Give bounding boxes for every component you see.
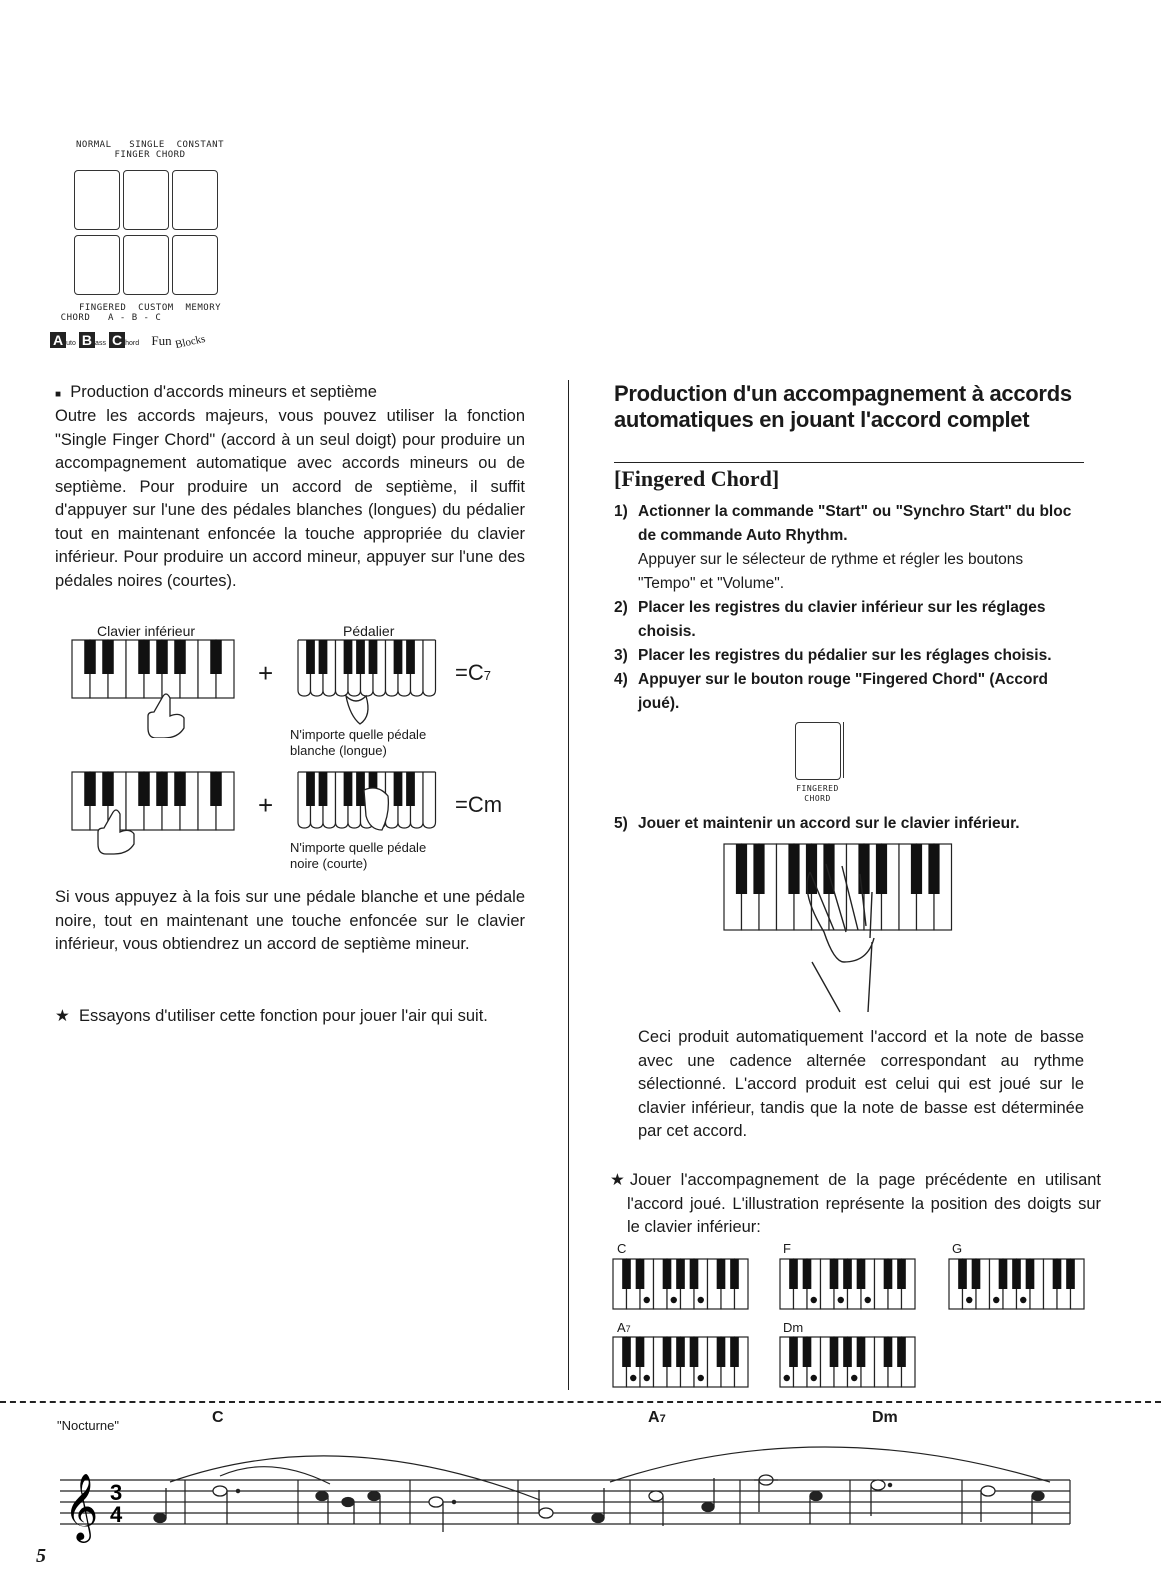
chord-hand-keyboard-illustration [722,842,958,1022]
caption-white-pedal: N'importe quelle pédale blanche (longue) [290,727,427,758]
step-4: 4) Appuyer sur le bouton rouge "Fingered Chord" (Accord joué). [614,671,1048,712]
black-key [690,1259,699,1289]
black-key [622,1259,631,1289]
finger-position-dot [811,1297,817,1303]
chord-diagram-f [779,1258,919,1314]
heading-rule [614,462,1084,463]
black-key [84,640,96,674]
black-key [730,1337,739,1367]
white-pedal [423,640,436,696]
label-keyboard: Clavier inférieur [97,623,196,639]
black-key [876,844,887,894]
black-key [138,772,150,806]
staff-lines [60,1480,1070,1524]
chord-diagram-g [948,1258,1088,1314]
black-key [789,1337,798,1367]
finger-position-dot [993,1297,999,1303]
black-key [210,772,222,806]
finger-position-dot [630,1375,636,1381]
black-pedal [356,772,365,806]
chord-label-dm: Dm [783,1320,804,1335]
black-key [636,1337,645,1367]
result-c7: =C7 [455,660,491,685]
black-key [210,640,222,674]
finger-position-dot [811,1375,817,1381]
single-finger-chord-button[interactable] [123,170,169,230]
black-key [690,1337,699,1367]
finger-position-dot [644,1375,650,1381]
score-chord-a7: A7 [648,1409,666,1426]
black-key [843,1259,852,1289]
column-divider [568,380,569,1390]
treble-clef-icon: 𝄞 [64,1474,99,1539]
chord-label-a7: A7 [617,1320,631,1335]
black-key [972,1259,981,1289]
black-key [928,844,939,894]
black-key [174,772,186,806]
black-key [884,1259,893,1289]
black-pedal [406,772,415,806]
finger-position-dot [644,1297,650,1303]
black-key [753,844,764,894]
black-key [843,1337,852,1367]
black-key [156,772,168,806]
black-key [138,640,150,674]
time-signature-top: 3 [110,1480,123,1505]
black-pedal [319,640,328,674]
label-pedal: Pédalier [343,623,395,639]
finger-position-dot [671,1297,677,1303]
black-pedal [344,772,353,806]
black-key [156,640,168,674]
black-key [622,1337,631,1367]
slurs [170,1447,1050,1500]
black-key [102,640,114,674]
pedalboard-illustration-2 [296,770,446,840]
black-key [730,1259,739,1289]
black-key [884,1337,893,1367]
black-pedal [356,640,365,674]
step-1: 1) Actionner la commande "Start" ou "Synchro Start" du bloc de commande Auto Rhythm. Appuyer sur le sélecteur de rythme et régler les boutons "Tempo" et "Volume". [614,503,1072,592]
black-pedal [344,640,353,674]
black-key [1066,1259,1075,1289]
left-paragraph-2: Si vous appuyez à la fois sur une pédale blanche et une pédale noire, tout en maintenant une touche enfoncée sur le clavier inférieur, vous obtiendrez un accord de septième mineur. [55,888,525,953]
right-paragraph: Ceci produit automatiquement l'accord et la note de basse avec une cadence alternée correspondant au rythme sélectionné. L'accord produit est celui qui est joué sur le clavier inférieur, tandis que la note de basse est déterminée par cet accord. [638,1028,1084,1140]
fingered-chord-button[interactable] [74,235,120,295]
black-key [897,1337,906,1367]
black-key [102,772,114,806]
finger-position-dot [865,1297,871,1303]
black-key [717,1337,726,1367]
plus-sign-2: + [258,790,274,820]
custom-abc-button[interactable] [123,235,169,295]
step-5: 5) Jouer et maintenir un accord sur le clavier inférieur. [614,815,1020,832]
black-pedal [394,640,403,674]
score-title: "Nocturne" [57,1418,119,1433]
black-key [636,1259,645,1289]
chord-diagram-c [612,1258,752,1314]
black-key [830,1259,839,1289]
chord-label-g: G [952,1241,963,1256]
black-pedal [306,772,315,806]
plus-sign-1: + [258,658,274,688]
black-key [830,1337,839,1367]
normal-button[interactable] [74,170,120,230]
black-key [858,844,869,894]
black-key [789,1259,798,1289]
left-paragraph-1: Outre les accords majeurs, vous pouvez utiliser la fonction "Single Finger Chord" (accord à un seul doigt) pour produire un accompagnement automatique avec accords mineurs ou de septième. Pour produire un accord de septième, il suffit d'appuyer sur l'une des pédales blanches (longues) du pédalier tout en maintenant enfoncée la touche appropriée du clavier inférieur. Pour produire un accord mineur, appuyer sur l'une des pédales noires (courtes). [55,407,525,590]
finger-position-dot [698,1297,704,1303]
finger-position-dot [966,1297,972,1303]
black-key [999,1259,1008,1289]
score-chord-dm: Dm [872,1409,898,1426]
right-heading: Production d'un accompagnement à accords automatiques en jouant l'accord complet [614,381,1072,432]
finger-position-dot [1020,1297,1026,1303]
left-star-note: ★ Essayons d'utiliser cette fonction pour jouer l'air qui suit. [55,1007,488,1025]
music-staff [40,1432,1100,1550]
black-key [857,1337,866,1367]
black-key [1053,1259,1062,1289]
black-key [676,1259,685,1289]
black-key [717,1259,726,1289]
black-key [736,844,747,894]
result-cm: =Cm [455,792,503,817]
chord-diagram-dm [779,1336,919,1392]
black-key [803,1337,812,1367]
finger-position-dot [784,1375,790,1381]
page-separator [0,1401,1161,1403]
black-key [803,1259,812,1289]
white-pedal [423,772,436,828]
adjacent-button-edge [843,722,854,778]
fingered-chord-subheading: [Fingered Chord] [614,466,780,491]
black-key [857,1259,866,1289]
black-pedal [306,640,315,674]
black-key [897,1259,906,1289]
finger-position-dot [851,1375,857,1381]
black-key [174,640,186,674]
panel-bottom-labels: FINGERED CUSTOM MEMORY CHORD A - B - C [60,303,222,323]
time-signature-bottom: 4 [110,1502,123,1527]
finger-position-dot [698,1375,704,1381]
constant-button[interactable] [172,170,218,230]
step-2: 2) Placer les registres du clavier inférieur sur les réglages choisis. [614,599,1046,640]
fingered-chord-button-label: FINGERED CHORD [796,784,839,803]
black-key [84,772,96,806]
black-key [676,1337,685,1367]
panel-top-labels: NORMAL SINGLE CONSTANT FINGER CHORD [76,140,224,160]
black-key [911,844,922,894]
black-key [958,1259,967,1289]
memory-button[interactable] [172,235,218,295]
pedalboard-illustration-1 [296,638,446,728]
chord-label-f: F [783,1241,791,1256]
black-pedal [369,640,378,674]
foot-icon [346,696,368,724]
caption-black-pedal: N'importe quelle pédale noire (courte) [290,840,427,871]
black-key [1012,1259,1021,1289]
lower-keyboard-illustration-2 [70,770,240,865]
left-section-title: ■ Production d'accords mineurs et septième [55,383,377,401]
step-3: 3) Placer les registres du pédalier sur les réglages choisis. [614,647,1052,664]
black-pedal [394,772,403,806]
page-number: 5 [36,1545,46,1567]
lower-keyboard-illustration-1 [70,638,240,738]
finger-position-dot [838,1297,844,1303]
black-pedal [406,640,415,674]
black-key [788,844,799,894]
abc-fun-blocks-logo: A uto B ass C hord Fun Blocks [50,332,205,349]
black-key [663,1337,672,1367]
fingered-chord-red-button[interactable] [795,722,841,780]
chord-diagram-a7 [612,1336,752,1392]
black-pedal [319,772,328,806]
finger-hand-icon [148,694,184,738]
score-chord-c: C [212,1409,224,1426]
chord-label-c: C [617,1241,627,1256]
black-key [663,1259,672,1289]
right-star-note: ★Jouer l'accompagnement de la page précédente en utilisant l'accord joué. L'illustration représente la position des doigts sur le clavier inférieur: [610,1171,1102,1236]
black-key [1026,1259,1035,1289]
